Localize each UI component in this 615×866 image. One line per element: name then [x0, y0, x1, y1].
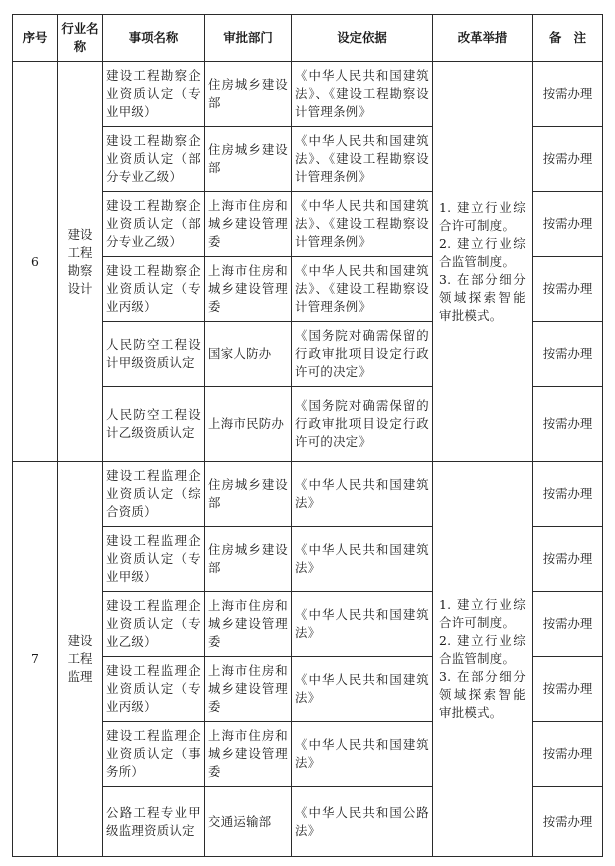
approval-items-table	[12, 14, 603, 857]
approval-dept-cell: 上海市民防办	[205, 387, 292, 462]
remark-cell: 按需办理	[533, 387, 603, 462]
approval-dept-cell: 上海市住房和城乡建设管理委	[205, 722, 292, 787]
remark-cell: 按需办理	[533, 527, 603, 592]
remark-cell: 按需办理	[533, 657, 603, 722]
industry-name-cell: 建设工程监理	[58, 462, 103, 857]
header-cell-note: 备 注	[533, 15, 603, 62]
approval-dept-cell: 国家人防办	[205, 322, 292, 387]
item-name-cell: 建设工程勘察企业资质认定（专业甲级）	[103, 62, 205, 127]
approval-dept-cell: 住房城乡建设部	[205, 462, 292, 527]
item-name-cell: 公路工程专业甲级监理资质认定	[103, 787, 205, 857]
legal-basis-cell: 《中华人民共和国建筑法》	[292, 527, 433, 592]
header-cell-item: 事项名称	[103, 15, 205, 62]
header-cell-basis: 设定依据	[292, 15, 433, 62]
legal-basis-cell: 《中华人民共和国建筑法》、《建设工程勘察设计管理条例》	[292, 257, 433, 322]
remark-cell: 按需办理	[533, 722, 603, 787]
header-cell-measures: 改革举措	[433, 15, 533, 62]
header-row	[13, 15, 603, 62]
item-name-cell: 建设工程监理企业资质认定（专业甲级）	[103, 527, 205, 592]
legal-basis-cell: 《中华人民共和国建筑法》、《建设工程勘察设计管理条例》	[292, 127, 433, 192]
approval-dept-cell: 住房城乡建设部	[205, 527, 292, 592]
legal-basis-cell: 《中华人民共和国公路法》	[292, 787, 433, 857]
approval-dept-cell: 上海市住房和城乡建设管理委	[205, 192, 292, 257]
remark-cell: 按需办理	[533, 462, 603, 527]
legal-basis-cell: 《中华人民共和国建筑法》、《建设工程勘察设计管理条例》	[292, 62, 433, 127]
legal-basis-cell: 《国务院对确需保留的行政审批项目设定行政许可的决定》	[292, 322, 433, 387]
remark-cell: 按需办理	[533, 322, 603, 387]
item-name-cell: 建设工程勘察企业资质认定（部分专业乙级）	[103, 127, 205, 192]
item-name-cell: 建设工程勘察企业资质认定（部分专业乙级）	[103, 192, 205, 257]
group-number-cell: 6	[13, 62, 58, 462]
table-row	[13, 62, 603, 127]
approval-dept-cell: 上海市住房和城乡建设管理委	[205, 257, 292, 322]
item-name-cell: 人民防空工程设计乙级资质认定	[103, 387, 205, 462]
remark-cell: 按需办理	[533, 127, 603, 192]
item-name-cell: 建设工程监理企业资质认定（事务所）	[103, 722, 205, 787]
approval-dept-cell: 上海市住房和城乡建设管理委	[205, 657, 292, 722]
legal-basis-cell: 《国务院对确需保留的行政审批项目设定行政许可的决定》	[292, 387, 433, 462]
legal-basis-cell: 《中华人民共和国建筑法》、《建设工程勘察设计管理条例》	[292, 192, 433, 257]
header-cell-dept: 审批部门	[205, 15, 292, 62]
industry-name-cell: 建设工程勘察设计	[58, 62, 103, 462]
legal-basis-cell: 《中华人民共和国建筑法》	[292, 592, 433, 657]
approval-dept-cell: 上海市住房和城乡建设管理委	[205, 592, 292, 657]
item-name-cell: 建设工程监理企业资质认定（专业丙级）	[103, 657, 205, 722]
remark-cell: 按需办理	[533, 257, 603, 322]
legal-basis-cell: 《中华人民共和国建筑法》	[292, 722, 433, 787]
group-number-cell: 7	[13, 462, 58, 857]
item-name-cell: 建设工程勘察企业资质认定（专业丙级）	[103, 257, 205, 322]
header-cell-industry: 行业名称	[58, 15, 103, 62]
remark-cell: 按需办理	[533, 592, 603, 657]
item-name-cell: 建设工程监理企业资质认定（综合资质）	[103, 462, 205, 527]
table-row	[13, 462, 603, 527]
approval-dept-cell: 住房城乡建设部	[205, 127, 292, 192]
approval-dept-cell: 交通运输部	[205, 787, 292, 857]
remark-cell: 按需办理	[533, 192, 603, 257]
reform-measures-cell: 1. 建立行业综合许可制度。 2. 建立行业综合监管制度。 3. 在部分细分领域探索智能审批模式。	[433, 62, 533, 462]
legal-basis-cell: 《中华人民共和国建筑法》	[292, 462, 433, 527]
table-body	[13, 62, 603, 857]
item-name-cell: 建设工程监理企业资质认定（专业乙级）	[103, 592, 205, 657]
item-name-cell: 人民防空工程设计甲级资质认定	[103, 322, 205, 387]
remark-cell: 按需办理	[533, 62, 603, 127]
approval-dept-cell: 住房城乡建设部	[205, 62, 292, 127]
remark-cell: 按需办理	[533, 787, 603, 857]
legal-basis-cell: 《中华人民共和国建筑法》	[292, 657, 433, 722]
reform-measures-cell: 1. 建立行业综合许可制度。 2. 建立行业综合监管制度。 3. 在部分细分领域探索智能审批模式。	[433, 462, 533, 857]
header-cell-no: 序号	[13, 15, 58, 62]
